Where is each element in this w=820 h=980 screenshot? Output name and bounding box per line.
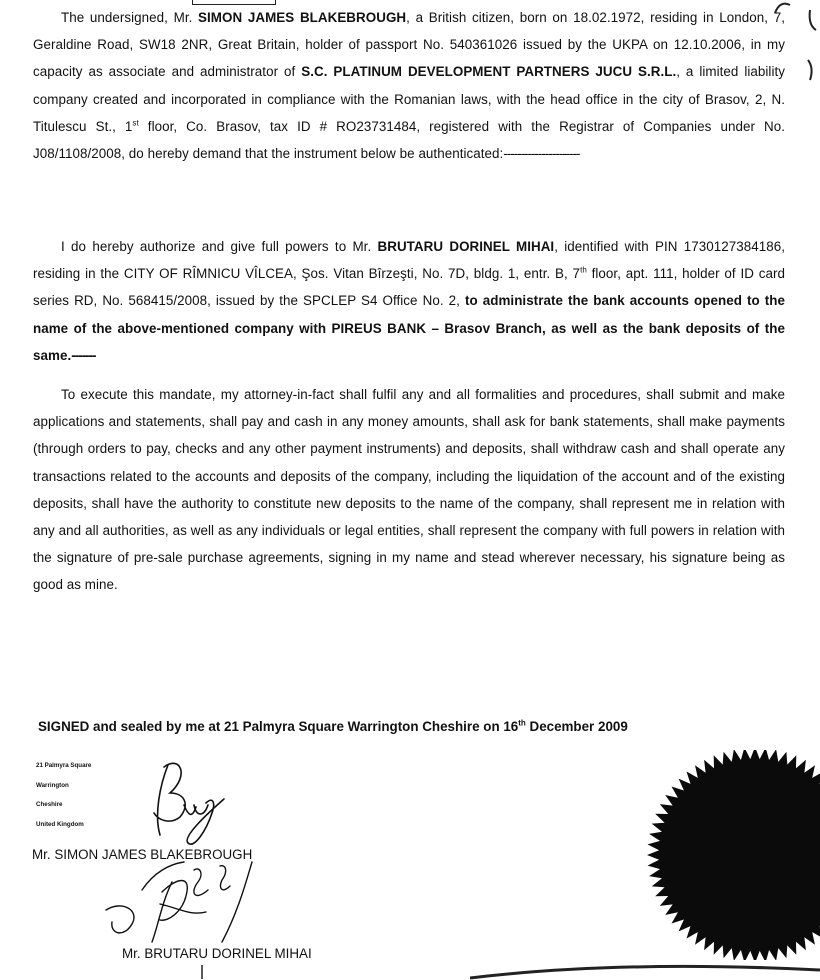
signature-2 [102, 852, 277, 952]
p1-superscript: st [132, 118, 139, 128]
p1-text-1: The undersigned, Mr. [61, 10, 199, 25]
signatory-1-name: Mr. SIMON JAMES BLAKEBROUGH [32, 847, 253, 862]
paragraph-undersigned [33, 4, 785, 167]
p2-dashes: ------- [71, 347, 96, 363]
p3-text: To execute this mandate, my attorney-in-fact shall fulfil any and all formalities and procedures, shall submit and make applications and statements, shall pay and cash in any money amounts, shall ask for bank statements, shall make payments (through orders to pay, checks and any other payment instruments) and deposits, shall withdraw cash and shall operate any transactions related to the accounts and deposits of the company, including the liquidation of the account and of the existing deposits, shall have the authority to constitute new deposits to the name of the company, shall represent me in relation with any and all authorities, as well as any individuals or legal entities, shall represent the company with full powers in relation with the signature of pre-sale purchase agreements, signing in my name and stead wherever necessary, his signature being as good as mine. [33, 387, 785, 593]
signature-1 [140, 745, 250, 855]
p2-text-1: I do hereby authorize and give full powers to Mr. [61, 239, 378, 254]
paragraph-mandate [33, 381, 785, 599]
address-stamp [36, 756, 91, 834]
stamp-edge [470, 940, 820, 980]
paragraph-authorization [33, 233, 785, 369]
address-line: 21 Palmyra Square [36, 762, 92, 769]
attorney-name: BRUTARU DORINEL MIHAI [377, 239, 555, 254]
p2-superscript: th [580, 265, 587, 275]
p2-text-2: , identified with PIN 1730127384186, residing in the CITY OF RÎMNICU VÎLCEA, Şos. Vitan Bîrzeşti, No. 7D, bldg. 1, entr. B, 7 [33, 239, 785, 282]
tick-mark [196, 965, 210, 979]
address-line: United Kingdom [36, 820, 84, 828]
p1-dashes: ---------------------- [503, 146, 580, 162]
p1-text-3: , a limited liability company created and incorporated in compliance with the Romanian laws, with the head office in the city of Brasov, 2, N. Titulescu St., 1 [33, 64, 785, 134]
signed-text-2: December 2009 [525, 719, 628, 734]
signed-line [38, 719, 798, 734]
p2-text-3: floor, apt. 111, holder of ID card series RD, No. 568415/2008, issued by the SPCLEP S4 Office No. 2, [33, 266, 786, 309]
signed-text-1: SIGNED and sealed by me at 21 Palmyra Square Warrington Cheshire on 16 [38, 719, 519, 734]
signed-superscript: th [518, 718, 526, 728]
address-line: Warrington [36, 781, 69, 789]
notary-seal [635, 750, 820, 960]
principal-name: SIMON JAMES BLAKEBROUGH [198, 10, 407, 25]
p2-bold-mandate: to administrate the bank accounts opened to the name of the above-mentioned company with PIREUS BANK – Brasov Branch, as well as the bank deposits of the same. [33, 293, 785, 363]
address-line: Cheshire [36, 801, 63, 809]
signatory-2-name: Mr. BRUTARU DORINEL MIHAI [122, 946, 312, 961]
p1-text-4: floor, Co. Brasov, tax ID # RO23731484, registered with the Registrar of Companies under No. J08/1108/2008, do hereby demand that the instrument below be authenticated: [33, 118, 785, 162]
company-name: S.C. PLATINUM DEVELOPMENT PARTNERS JUCU S.R.L. [301, 64, 677, 80]
p1-text-2: , a British citizen, born on 18.02.1972, residing in London, 7, Geraldine Road, SW18 2NR, Great Britain, holder of passport No. 540361026 issued by the UKPA on 12.10.2006, in my capacity as associate and administrator of [33, 10, 785, 80]
